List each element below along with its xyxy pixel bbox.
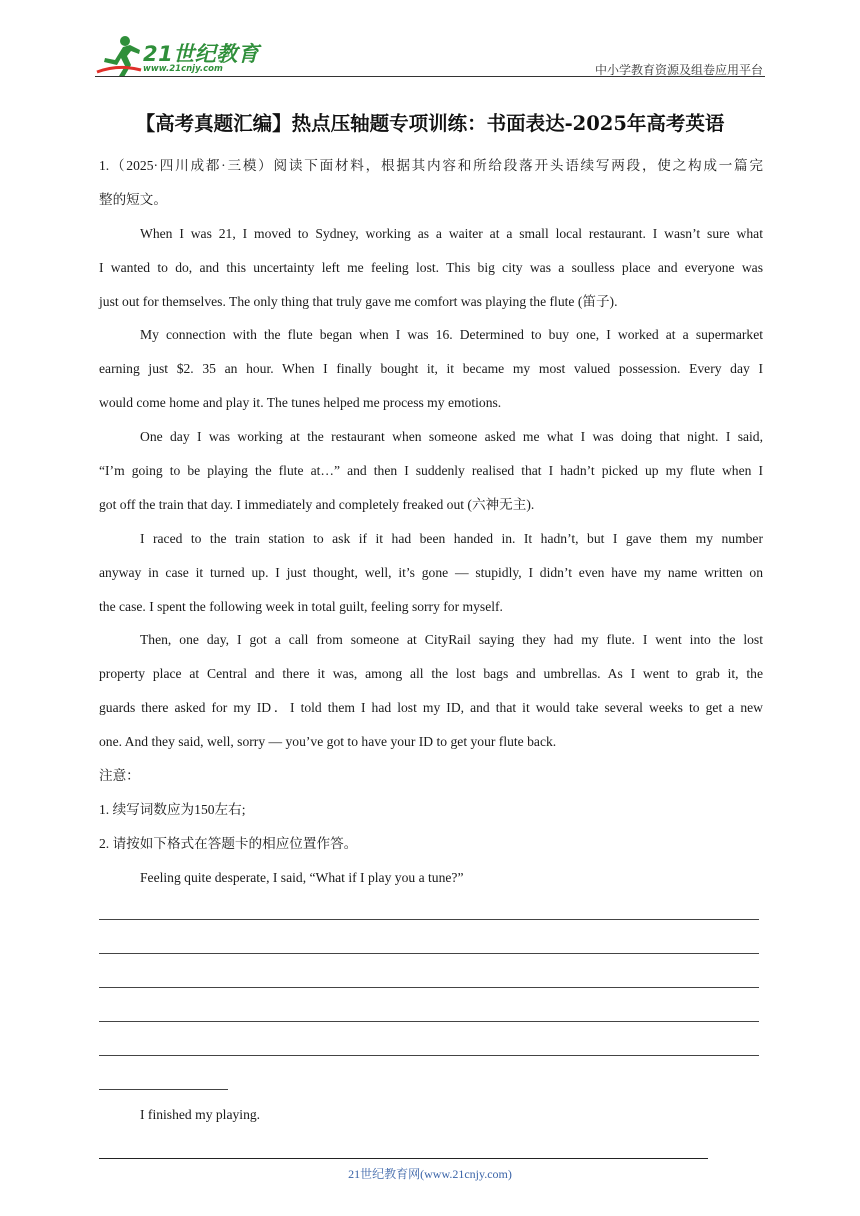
answer-line[interactable] [99,895,763,929]
answer-line[interactable] [99,996,763,1030]
passage-line: Then, one day, I got a call from someone at CityRail saying they had my flute. I went into the lost [140,632,763,648]
answer-line[interactable] [99,962,763,996]
answer-line[interactable] [99,928,763,962]
platform-label: 中小学教育资源及组卷应用平台 [594,63,763,77]
question-body [99,149,763,1132]
passage-line: would come home and play it. The tunes helped me process my emotions. [99,395,502,411]
continuation-prompt: Feeling quite desperate, I said, “What if I play you a tune?” [140,869,464,885]
intro-line: 整的短文。 [99,191,167,207]
note-item: 1. 续写词数应为150左右; [99,801,246,817]
passage-line: guards there asked for my ID．I told them I had lost my ID, and that it would take several weeks to get a new [99,700,763,716]
passage-line: I wanted to do, and this uncertainty left me feeling lost. This big city was a soulless place and everyone was [99,259,763,275]
passage-line: one. And they said, well, sorry — you’ve got to have your ID to get your flute back. [99,734,557,750]
passage-line: got off the train that day. I immediately and completely freaked out (六神无主). [99,496,535,512]
passage-line: property place at Central and there it was, among all the lost bags and umbrellas. As I went to grab it, the [99,666,763,682]
passage-line: My connection with the flute began when I was 16. Determined to buy one, I worked at a supermarket [140,327,763,343]
passage-line: “I’m going to be playing the flute at…” and then I suddenly realised that I hadn’t picked up my flute when I [99,463,763,479]
notes-label: 注意： [99,768,140,784]
passage-line: anyway in case it turned up. I just thought, well, it’s gone — stupidly, I didn’t even have my name written on [99,564,763,580]
passage-line: I raced to the train station to ask if it had been handed in. It hadn’t, but I gave them my number [140,530,763,546]
answer-line[interactable] [99,1030,763,1064]
intro-line: 1.（2025·四川成都·三模）阅读下面材料，根据其内容和所给段落开头语续写两段，使之构成一篇完 [99,158,763,173]
continuation-prompt: I finished my playing. [140,1106,261,1122]
page-title: 【高考真题汇编】热点压轴题专项训练：书面表达-2025年高考英语 [135,112,725,135]
runner-icon [95,34,143,78]
page-header [95,34,765,80]
footer-divider [99,1158,708,1159]
site-logo [95,34,265,78]
answer-line[interactable] [99,1064,763,1098]
logo-url: www.21cnjy.com [143,64,223,74]
passage-line: earning just $2. 35 an hour. When I finally bought it, it became my most valued possession. Every day I [99,361,763,377]
passage-line: When I was 21, I moved to Sydney, working as a waiter at a small local restaurant. I wasn’t sure what [140,225,763,241]
passage-line: the case. I spent the following week in total guilt, feeling sorry for myself. [99,598,503,614]
logo-text: 21世纪教育 [143,42,260,66]
header-divider [95,76,765,77]
passage-line: One day I was working at the restaurant when someone asked me what I was doing that night. I said, [140,429,763,445]
passage-line: just out for themselves. The only thing that truly gave me comfort was playing the flute (笛子). [99,293,618,309]
page-footer: 21世纪教育网(www.21cnjy.com) [348,1167,512,1181]
note-item: 2. 请按如下格式在答题卡的相应位置作答。 [99,835,358,851]
